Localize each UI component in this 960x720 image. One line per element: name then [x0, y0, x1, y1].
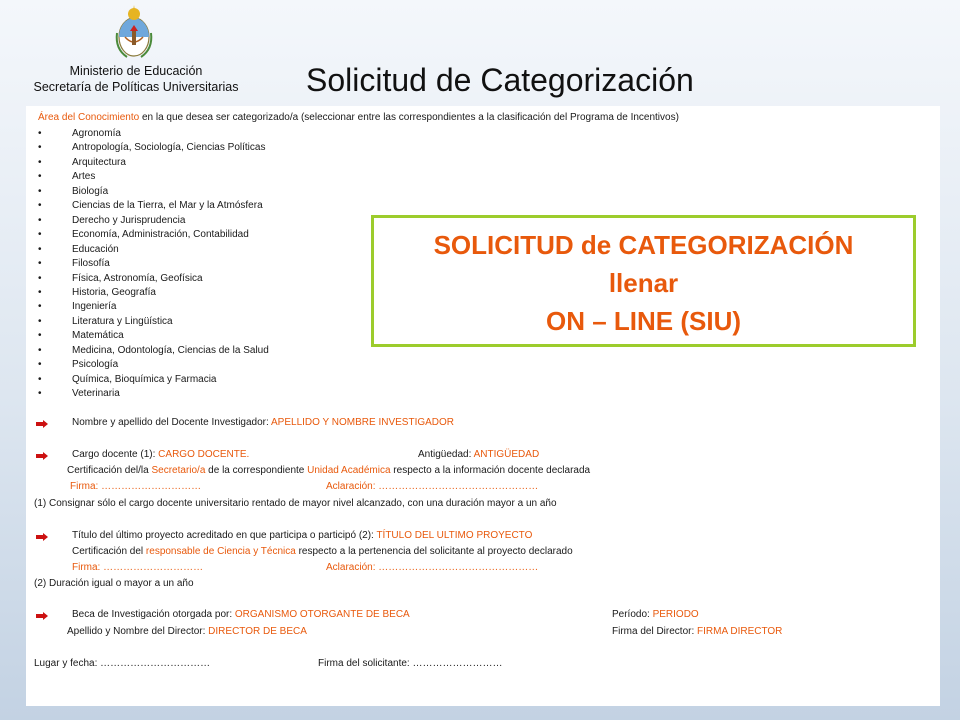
beca-row: [72, 609, 410, 620]
online-callout: [371, 215, 916, 347]
periodo-row: [612, 609, 699, 620]
page-title: Solicitud de Categorización: [306, 62, 694, 98]
bullet-icon: •: [38, 359, 42, 370]
docente-name-value: APELLIDO Y NOMBRE INVESTIGADOR: [271, 417, 455, 428]
area-list-item: Antropología, Sociología, Ciencias Políticas: [72, 142, 266, 153]
cert-responsable: responsable de Ciencia y Técnica: [145, 546, 296, 557]
area-list-item: Filosofía: [72, 258, 110, 269]
callout-line1: SOLICITUD de CATEGORIZACIÓN: [433, 230, 854, 260]
cert-text: de la correspondiente: [205, 465, 308, 476]
ministry-name: Ministerio de Educación: [69, 64, 203, 78]
director-row: [67, 626, 307, 637]
cert-text: Certificación del/la: [67, 465, 152, 476]
bullet-icon: •: [38, 229, 42, 240]
bullet-icon: •: [38, 345, 42, 356]
area-list-item: Medicina, Odontología, Ciencias de la Salud: [72, 345, 269, 356]
beca-value: ORGANISMO OTORGANTE DE BECA: [234, 609, 410, 620]
arrow-icon: [36, 452, 48, 460]
area-list-item: Física, Astronomía, Geofísica: [72, 273, 203, 284]
proyecto-value: TÍTULO DEL ULTIMO PROYECTO: [376, 530, 533, 541]
area-list-item: Química, Bioquímica y Farmacia: [72, 374, 217, 385]
area-list-item: Biología: [72, 186, 109, 197]
area-list-item: Economía, Administración, Contabilidad: [72, 229, 249, 240]
bullet-icon: •: [38, 142, 42, 153]
bullet-icon: •: [38, 200, 42, 211]
area-list-item: Matemática: [72, 330, 124, 341]
antiguedad-label: Antigüedad:: [418, 449, 474, 460]
proyecto-row: [72, 530, 532, 541]
docente-firma: Firma: …………………………: [70, 481, 202, 492]
firma-director-value: FIRMA DIRECTOR: [697, 626, 783, 637]
cert-unidad: Unidad Académica: [307, 465, 391, 476]
beca-label: Beca de Investigación otorgada por:: [72, 609, 235, 620]
cargo-label: Cargo docente (1):: [72, 449, 159, 460]
cert-secretario: Secretario/a: [151, 465, 206, 476]
area-label: Área del Conocimiento: [38, 112, 140, 123]
callout-line2: llenar: [608, 268, 679, 298]
area-list-item: Artes: [72, 171, 96, 182]
area-list-item: Ingeniería: [72, 301, 117, 312]
docente-certification: [67, 465, 590, 476]
docente-name-label: Nombre y apellido del Docente Investigador:: [72, 417, 272, 428]
area-list-item: Educación: [72, 244, 119, 255]
cargo-value: CARGO DOCENTE.: [158, 449, 250, 460]
footnote-2: (2) Duración igual o mayor a un año: [34, 578, 194, 589]
periodo-value: PERIODO: [652, 609, 699, 620]
area-list-item: Arquitectura: [72, 157, 126, 168]
proyecto-certification: [72, 546, 573, 557]
cargo-row: [72, 449, 249, 460]
cert-text: respecto a la información docente declarada: [390, 465, 591, 476]
bullet-icon: •: [38, 301, 42, 312]
arrow-icon: [36, 420, 48, 428]
bullet-icon: •: [38, 330, 42, 341]
area-list-item: Literatura y Lingüística: [72, 316, 173, 327]
bullet-icon: •: [38, 215, 42, 226]
bullet-icon: •: [38, 171, 42, 182]
proyecto-firma: Firma: …………………………: [72, 562, 204, 573]
lugar-fecha: Lugar y fecha: ……………………………: [34, 658, 211, 669]
director-value: DIRECTOR DE BECA: [208, 626, 307, 637]
bullet-icon: •: [38, 157, 42, 168]
bullet-icon: •: [38, 258, 42, 269]
arrow-icon: [36, 612, 48, 620]
area-list-item: Psicología: [72, 359, 119, 370]
cert-text: respecto a la pertenencia del solicitante al proyecto declarado: [295, 546, 573, 557]
docente-name-row: [72, 417, 454, 428]
firma-director-row: [612, 626, 782, 637]
bullet-icon: •: [38, 374, 42, 385]
bullet-icon: •: [38, 273, 42, 284]
bullet-icon: •: [38, 388, 42, 399]
area-list-item: Ciencias de la Tierra, el Mar y la Atmósfera: [72, 200, 263, 211]
callout-line3: ON – LINE (SIU): [545, 306, 741, 336]
area-list-item: Derecho y Jurisprudencia: [72, 215, 186, 226]
cert-text: Certificación del: [72, 546, 146, 557]
docente-aclaracion: Aclaración: …………………………………………: [326, 481, 539, 492]
firma-director-label: Firma del Director:: [612, 626, 698, 637]
bullet-icon: •: [38, 316, 42, 327]
bullet-icon: •: [38, 287, 42, 298]
secretariat-name: Secretaría de Políticas Universitarias: [33, 80, 239, 94]
antiguedad-value: ANTIGÜEDAD: [473, 449, 540, 460]
firma-solicitante: Firma del solicitante: ………………………: [318, 658, 503, 669]
area-text: en la que desea ser categorizado/a (seleccionar entre las correspondientes a la clasificación del Programa de Incentivos): [139, 112, 679, 123]
area-intro: [38, 112, 679, 123]
footnote-1: (1) Consignar sólo el cargo docente universitario rentado de mayor nivel alcanzado, con una duración mayor a un año: [34, 498, 557, 509]
arrow-icon: [36, 533, 48, 541]
bullet-icon: •: [38, 244, 42, 255]
proyecto-label: Título del último proyecto acreditado en que participa o participó (2):: [72, 530, 377, 541]
antiguedad-row: [418, 449, 539, 460]
periodo-label: Período:: [612, 609, 653, 620]
area-list-item: Agronomía: [72, 128, 121, 139]
bullet-icon: •: [38, 128, 42, 139]
director-label: Apellido y Nombre del Director:: [67, 626, 209, 637]
area-list-item: Historia, Geografía: [72, 287, 156, 298]
bullet-icon: •: [38, 186, 42, 197]
proyecto-aclaracion: Aclaración: …………………………………………: [326, 562, 539, 573]
area-list-item: Veterinaria: [72, 388, 120, 399]
